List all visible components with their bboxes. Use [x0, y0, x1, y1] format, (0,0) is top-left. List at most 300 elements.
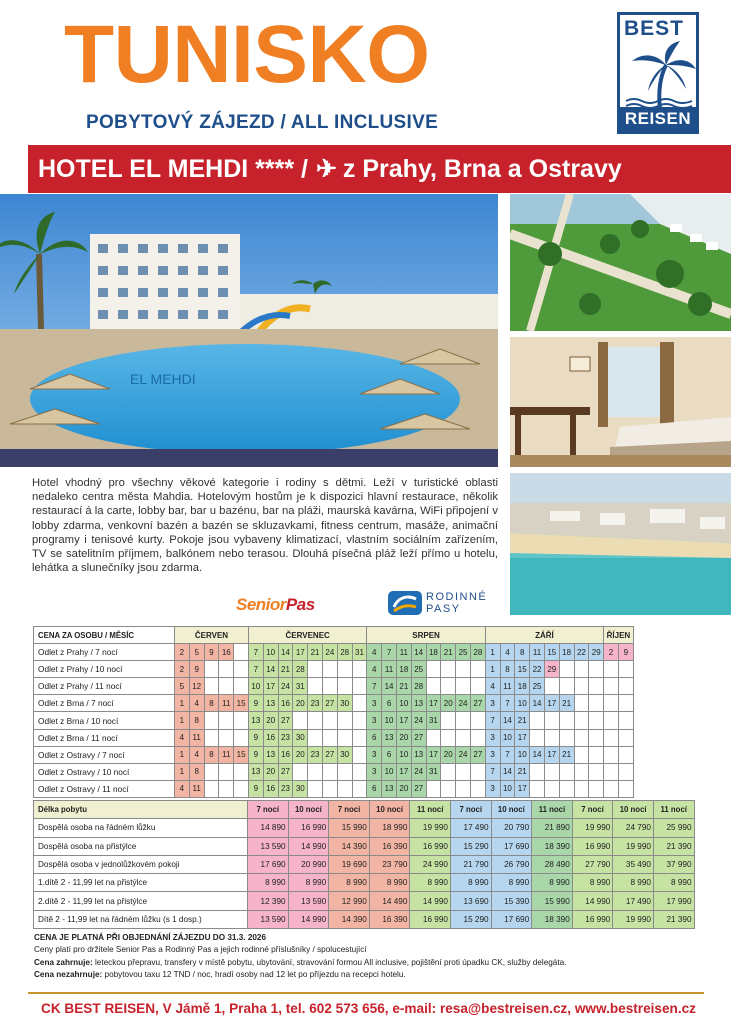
departure-date-cell: 13 — [411, 695, 426, 712]
departure-date-cell: 6 — [382, 746, 397, 763]
departure-date-cell: 21 — [559, 695, 574, 712]
price-cell: 8 990 — [491, 874, 532, 892]
departure-date-cell — [574, 780, 589, 797]
price-cell: 21 390 — [653, 837, 694, 855]
departure-date-cell: 11 — [189, 729, 204, 746]
departure-schedule-table — [33, 626, 634, 798]
stay-length-header: 10 nocí — [613, 801, 654, 819]
price-cell: 24 790 — [613, 819, 654, 837]
price-cell: 17 490 — [450, 819, 491, 837]
departure-date-cell — [308, 661, 323, 678]
palm-tree-icon — [622, 39, 698, 111]
departure-date-cell — [352, 763, 367, 780]
departure-date-cell — [544, 678, 559, 695]
departure-date-cell: 24 — [278, 678, 293, 695]
departure-date-cell — [219, 661, 234, 678]
price-cell: 20 790 — [491, 819, 532, 837]
departure-date-cell: 9 — [618, 644, 633, 661]
departure-date-cell: 21 — [396, 678, 411, 695]
departure-date-cell: 2 — [175, 661, 190, 678]
best-reisen-logo — [617, 12, 699, 134]
departure-date-cell: 13 — [248, 763, 263, 780]
departure-date-cell — [219, 763, 234, 780]
departure-date-cell: 16 — [278, 746, 293, 763]
departure-date-cell — [589, 678, 604, 695]
stay-length-header: 11 nocí — [653, 801, 694, 819]
price-cell: 13 690 — [450, 892, 491, 910]
departure-date-cell: 16 — [278, 695, 293, 712]
price-cell: 14 990 — [288, 910, 329, 928]
departure-date-cell: 3 — [367, 695, 382, 712]
stay-length-header: 10 nocí — [369, 801, 410, 819]
departure-date-cell: 7 — [485, 763, 500, 780]
price-row — [34, 819, 695, 837]
departure-date-cell — [530, 780, 545, 797]
departure-date-cell — [337, 763, 352, 780]
departure-date-cell — [441, 661, 456, 678]
price-cell: 14 890 — [248, 819, 289, 837]
departure-date-cell: 17 — [544, 746, 559, 763]
price-cell: 16 990 — [572, 910, 613, 928]
departure-date-cell — [322, 763, 337, 780]
departure-date-cell: 27 — [278, 763, 293, 780]
departure-date-cell — [574, 763, 589, 780]
contact-footer: CK BEST REISEN, V Jámě 1, Praha 1, tel. 602 573 656, e-mail: resa@bestreisen.cz, www.bestreisen.cz — [41, 1001, 696, 1016]
schedule-row-label: Odlet z Prahy / 7 nocí — [34, 644, 175, 661]
departure-date-cell: 14 — [382, 678, 397, 695]
departure-date-cell: 14 — [530, 746, 545, 763]
departure-date-cell — [470, 729, 485, 746]
departure-date-cell: 30 — [293, 780, 308, 797]
departure-date-cell — [618, 729, 633, 746]
departure-date-cell: 4 — [175, 780, 190, 797]
departure-date-cell: 27 — [470, 695, 485, 712]
rodinne-pasy-line1: RODINNÉ — [426, 591, 488, 603]
departure-date-cell: 24 — [411, 712, 426, 729]
excludes-label: Cena nezahrnuje: — [34, 970, 103, 980]
departure-date-cell: 11 — [382, 661, 397, 678]
schedule-row-label: Odlet z Prahy / 10 nocí — [34, 661, 175, 678]
departure-date-cell — [544, 780, 559, 797]
departure-date-cell: 24 — [322, 644, 337, 661]
includes-text: leteckou přepravu, transfery v místě pobytu, ubytování, stravování formou All inclusive, pojištění proti úpadku CK, služby delegáta. — [92, 957, 567, 967]
departure-date-cell: 11 — [530, 644, 545, 661]
departure-date-cell — [219, 678, 234, 695]
price-cell: 19 990 — [572, 819, 613, 837]
departure-date-cell — [618, 780, 633, 797]
schedule-row-label: Odlet z Ostravy / 10 nocí — [34, 763, 175, 780]
schedule-row — [34, 763, 634, 780]
departure-date-cell — [618, 695, 633, 712]
price-cell: 8 990 — [653, 874, 694, 892]
departure-date-cell: 11 — [189, 780, 204, 797]
departure-date-cell: 4 — [485, 678, 500, 695]
price-row — [34, 910, 695, 928]
price-cell: 18 990 — [369, 819, 410, 837]
rodinne-pasy-line2: PASY — [426, 603, 461, 615]
price-cell: 18 390 — [532, 910, 573, 928]
departure-date-cell: 17 — [396, 712, 411, 729]
departure-date-cell: 8 — [204, 695, 219, 712]
price-cell: 17 990 — [653, 892, 694, 910]
departure-date-cell: 20 — [396, 729, 411, 746]
price-cell: 8 990 — [288, 874, 329, 892]
departure-date-cell — [604, 780, 619, 797]
departure-date-cell: 13 — [382, 729, 397, 746]
departure-date-cell: 21 — [308, 644, 323, 661]
departure-date-cell: 3 — [367, 763, 382, 780]
month-header: ZÁŘÍ — [485, 627, 603, 644]
departure-date-cell — [308, 678, 323, 695]
price-cell: 8 990 — [329, 874, 370, 892]
departure-date-cell: 25 — [530, 678, 545, 695]
stay-length-header: 7 nocí — [450, 801, 491, 819]
departure-date-cell: 30 — [337, 695, 352, 712]
departure-date-cell — [544, 763, 559, 780]
departure-date-cell: 17 — [515, 780, 530, 797]
departure-date-cell: 13 — [263, 746, 278, 763]
departure-date-cell: 20 — [293, 746, 308, 763]
month-header: SRPEN — [367, 627, 485, 644]
excludes-text: pobytovou taxu 12 TND / noc, hradí osoby nad 12 let po příjezdu na recepci hotelu. — [102, 970, 406, 980]
schedule-header-label: CENA ZA OSOBU / MĚSÍC — [34, 627, 175, 644]
departure-date-cell: 8 — [189, 763, 204, 780]
departure-date-cell — [589, 729, 604, 746]
departure-date-cell — [559, 763, 574, 780]
departure-date-cell — [219, 780, 234, 797]
departure-date-cell: 27 — [322, 695, 337, 712]
departure-date-cell: 10 — [500, 780, 515, 797]
validity-note: CENA JE PLATNÁ PŘI OBJEDNÁNÍ ZÁJEZDU DO 31.3. 2026 — [34, 933, 267, 942]
stay-length-header: 11 nocí — [532, 801, 573, 819]
price-cell: 8 990 — [532, 874, 573, 892]
departure-date-cell: 27 — [470, 746, 485, 763]
departure-date-cell: 29 — [544, 661, 559, 678]
departure-date-cell — [470, 712, 485, 729]
departure-date-cell: 25 — [456, 644, 471, 661]
includes-label: Cena zahrnuje: — [34, 957, 93, 967]
page-title: TUNISKO — [64, 9, 430, 100]
departure-date-cell — [204, 678, 219, 695]
departure-date-cell: 24 — [411, 763, 426, 780]
departure-date-cell — [322, 712, 337, 729]
price-row — [34, 855, 695, 873]
departure-date-cell — [337, 780, 352, 797]
departure-date-cell: 4 — [189, 695, 204, 712]
departure-date-cell — [352, 729, 367, 746]
departure-date-cell — [618, 746, 633, 763]
stay-length-header: 10 nocí — [491, 801, 532, 819]
departure-date-cell — [559, 729, 574, 746]
rodinne-pasy-icon — [388, 591, 422, 615]
price-cell: 13 590 — [248, 837, 289, 855]
departure-date-cell — [604, 729, 619, 746]
price-cell: 23 790 — [369, 855, 410, 873]
hotel-banner — [28, 145, 731, 193]
price-cell: 16 390 — [369, 837, 410, 855]
departure-date-cell: 23 — [278, 780, 293, 797]
departure-date-cell — [322, 678, 337, 695]
schedule-row — [34, 695, 634, 712]
pool-sign-text: EL MEHDI — [130, 371, 196, 387]
price-cell: 15 290 — [450, 910, 491, 928]
departure-date-cell: 3 — [367, 712, 382, 729]
departure-date-cell: 21 — [559, 746, 574, 763]
departure-date-cell — [337, 729, 352, 746]
departure-date-cell — [234, 678, 249, 695]
departure-date-cell: 11 — [219, 746, 234, 763]
departure-date-cell: 8 — [204, 746, 219, 763]
departure-date-cell: 13 — [411, 746, 426, 763]
departure-date-cell: 7 — [485, 712, 500, 729]
departure-date-cell: 23 — [308, 695, 323, 712]
departure-date-cell: 4 — [500, 644, 515, 661]
schedule-row — [34, 780, 634, 797]
departure-date-cell — [352, 695, 367, 712]
departure-date-cell: 18 — [515, 678, 530, 695]
departure-date-cell — [589, 661, 604, 678]
departure-date-cell — [293, 763, 308, 780]
schedule-row-label: Odlet z Brna / 7 nocí — [34, 695, 175, 712]
departure-date-cell: 21 — [515, 712, 530, 729]
departure-date-cell: 28 — [470, 644, 485, 661]
senior-pas-text-b: Pas — [285, 595, 315, 614]
price-row-label: Dospělá osoba v jednolůžkovém pokoji — [34, 855, 248, 873]
departure-date-cell — [322, 780, 337, 797]
departure-date-cell: 27 — [411, 729, 426, 746]
departure-date-cell: 27 — [278, 712, 293, 729]
price-cell: 17 490 — [613, 892, 654, 910]
price-cell: 16 990 — [288, 819, 329, 837]
departure-date-cell: 3 — [485, 780, 500, 797]
departure-date-cell: 8 — [515, 644, 530, 661]
departure-date-cell — [293, 712, 308, 729]
price-cell: 16 990 — [410, 910, 451, 928]
departure-date-cell: 3 — [485, 746, 500, 763]
departure-date-cell: 21 — [278, 661, 293, 678]
senior-pas-badge — [236, 595, 354, 615]
stay-length-header: 11 nocí — [410, 801, 451, 819]
price-cell: 15 990 — [532, 892, 573, 910]
departure-date-cell — [618, 712, 633, 729]
price-cell: 14 390 — [329, 837, 370, 855]
price-cell: 8 990 — [572, 874, 613, 892]
departure-date-cell: 9 — [248, 729, 263, 746]
departure-date-cell — [589, 746, 604, 763]
departure-date-cell: 1 — [485, 661, 500, 678]
schedule-row — [34, 729, 634, 746]
schedule-row — [34, 746, 634, 763]
departure-date-cell: 6 — [367, 729, 382, 746]
departure-date-cell: 14 — [278, 644, 293, 661]
departure-date-cell — [234, 729, 249, 746]
departure-date-cell — [559, 712, 574, 729]
departure-date-cell: 5 — [175, 678, 190, 695]
schedule-row-label: Odlet z Brna / 10 nocí — [34, 712, 175, 729]
departure-date-cell — [337, 678, 352, 695]
departure-date-cell — [589, 780, 604, 797]
departure-date-cell — [456, 780, 471, 797]
price-row-label: Dítě 2 - 11,99 let na řádném lůžku (s 1 dosp.) — [34, 910, 248, 928]
departure-date-cell — [337, 661, 352, 678]
departure-date-cell: 30 — [293, 729, 308, 746]
departure-date-cell — [204, 763, 219, 780]
departure-date-cell: 9 — [248, 746, 263, 763]
departure-date-cell — [604, 661, 619, 678]
departure-date-cell — [308, 712, 323, 729]
departure-date-cell — [559, 678, 574, 695]
price-cell: 16 390 — [369, 910, 410, 928]
departure-date-cell: 31 — [426, 712, 441, 729]
departure-date-cell: 9 — [248, 695, 263, 712]
departure-date-cell — [441, 712, 456, 729]
departure-date-cell: 14 — [263, 661, 278, 678]
departure-date-cell — [234, 644, 249, 661]
departure-date-cell: 10 — [263, 644, 278, 661]
departure-date-cell: 1 — [175, 763, 190, 780]
departure-date-cell: 31 — [426, 763, 441, 780]
month-header: ČERVEN — [175, 627, 249, 644]
price-cell: 17 690 — [248, 855, 289, 873]
price-cell: 16 990 — [410, 837, 451, 855]
price-cell: 21 390 — [653, 910, 694, 928]
price-table — [33, 800, 695, 929]
price-cell: 12 990 — [329, 892, 370, 910]
departure-date-cell: 9 — [248, 780, 263, 797]
departure-date-cell — [530, 763, 545, 780]
hotel-description: Hotel vhodný pro všechny věkové kategorie i rodiny s dětmi. Leží v turistické oblasti nedaleko centra města Mahdia. Hotelovým hostům je k dispozici hlavní restaurace, několik restaurací á la carte, lobby bar, bar u bazénu, bar na pláži, maurská kavárna, WiFi připojení v lobby zdarma, venkovní bazén a bazén se skluzavkami, fitness centrum, masáže, animační programy i tenisové kurty. Pokoje jsou vybaveny klimatizací, vlastním sociálním zařízením, TV se satelitním příjmem, balkónem nebo terasou. Dlouhá písečná pláž leží přímo u hotelu, lehátka a slunečníky jsou zdarma. — [32, 477, 498, 575]
departure-date-cell — [204, 712, 219, 729]
departure-date-cell: 17 — [396, 763, 411, 780]
departure-date-cell: 16 — [263, 729, 278, 746]
departure-date-cell: 23 — [308, 746, 323, 763]
departure-date-cell — [322, 729, 337, 746]
resort-garden-photo — [510, 194, 731, 331]
departure-date-cell: 12 — [189, 678, 204, 695]
departure-date-cell — [456, 729, 471, 746]
departure-date-cell: 14 — [411, 644, 426, 661]
departure-date-cell: 1 — [175, 695, 190, 712]
departure-date-cell: 14 — [500, 763, 515, 780]
logo-text-top: BEST — [624, 17, 685, 40]
schedule-row — [34, 644, 634, 661]
price-cell: 35 490 — [613, 855, 654, 873]
departure-date-cell: 17 — [515, 729, 530, 746]
departure-date-cell: 4 — [175, 729, 190, 746]
departure-date-cell: 4 — [189, 746, 204, 763]
departure-date-cell: 14 — [530, 695, 545, 712]
price-row-label: 2.dítě 2 - 11,99 let na přistýlce — [34, 892, 248, 910]
price-cell: 17 690 — [491, 910, 532, 928]
departure-date-cell: 11 — [219, 695, 234, 712]
departure-date-cell — [530, 729, 545, 746]
departure-date-cell: 16 — [219, 644, 234, 661]
departure-date-cell — [589, 695, 604, 712]
price-cell: 8 990 — [450, 874, 491, 892]
departure-date-cell: 2 — [175, 644, 190, 661]
departure-date-cell — [352, 678, 367, 695]
departure-date-cell — [589, 712, 604, 729]
departure-date-cell: 7 — [248, 644, 263, 661]
price-cell: 37 990 — [653, 855, 694, 873]
departure-date-cell — [308, 780, 323, 797]
price-cell: 28 490 — [532, 855, 573, 873]
departure-date-cell — [618, 763, 633, 780]
departure-date-cell — [308, 763, 323, 780]
price-cell: 13 590 — [288, 892, 329, 910]
departure-date-cell — [234, 763, 249, 780]
price-cell: 24 990 — [410, 855, 451, 873]
departure-date-cell: 27 — [411, 780, 426, 797]
departure-date-cell — [544, 712, 559, 729]
price-cell: 14 990 — [410, 892, 451, 910]
senior-pas-text-a: Senior — [236, 595, 286, 614]
price-cell: 16 990 — [572, 837, 613, 855]
departure-date-cell — [426, 780, 441, 797]
airplane-icon: ✈ — [315, 155, 337, 183]
departure-date-cell: 13 — [248, 712, 263, 729]
departure-date-cell — [618, 661, 633, 678]
price-cell: 14 990 — [572, 892, 613, 910]
price-cell: 26 790 — [491, 855, 532, 873]
price-row-label: Dospělá osoba na řádném lůžku — [34, 819, 248, 837]
departure-date-cell: 31 — [352, 644, 367, 661]
departure-date-cell — [352, 746, 367, 763]
departure-date-cell: 10 — [515, 746, 530, 763]
departure-date-cell: 20 — [263, 712, 278, 729]
departure-date-cell — [234, 661, 249, 678]
departure-date-cell — [219, 729, 234, 746]
departure-date-cell — [441, 729, 456, 746]
hotel-pool-photo — [0, 194, 498, 467]
departure-date-cell — [352, 712, 367, 729]
departure-date-cell: 17 — [426, 695, 441, 712]
departure-date-cell: 17 — [263, 678, 278, 695]
price-cell: 21 790 — [450, 855, 491, 873]
departure-date-cell: 14 — [500, 712, 515, 729]
schedule-row — [34, 678, 634, 695]
departure-date-cell: 9 — [189, 661, 204, 678]
departure-date-cell: 18 — [559, 644, 574, 661]
price-cell: 14 990 — [288, 837, 329, 855]
price-cell: 14 490 — [369, 892, 410, 910]
departure-date-cell: 15 — [234, 746, 249, 763]
price-cell: 8 990 — [613, 874, 654, 892]
schedule-row-label: Odlet z Ostravy / 7 nocí — [34, 746, 175, 763]
departure-date-cell: 25 — [411, 661, 426, 678]
route-text: z Prahy, Brna a Ostravy — [342, 155, 622, 183]
departure-date-cell: 10 — [396, 746, 411, 763]
departure-date-cell — [604, 712, 619, 729]
price-notes — [34, 932, 714, 982]
departure-date-cell — [219, 712, 234, 729]
departure-date-cell: 1 — [175, 746, 190, 763]
departure-date-cell: 10 — [248, 678, 263, 695]
departure-date-cell: 22 — [574, 644, 589, 661]
departure-date-cell — [470, 763, 485, 780]
departure-date-cell: 30 — [337, 746, 352, 763]
price-cell: 21 890 — [532, 819, 573, 837]
departure-date-cell — [456, 678, 471, 695]
departure-date-cell: 10 — [500, 729, 515, 746]
departure-date-cell — [234, 780, 249, 797]
departure-date-cell — [337, 712, 352, 729]
departure-date-cell — [574, 746, 589, 763]
price-cell: 13 590 — [248, 910, 289, 928]
departure-date-cell: 1 — [175, 712, 190, 729]
hotel-name: HOTEL EL MEHDI **** / — [38, 155, 308, 183]
departure-date-cell — [530, 712, 545, 729]
